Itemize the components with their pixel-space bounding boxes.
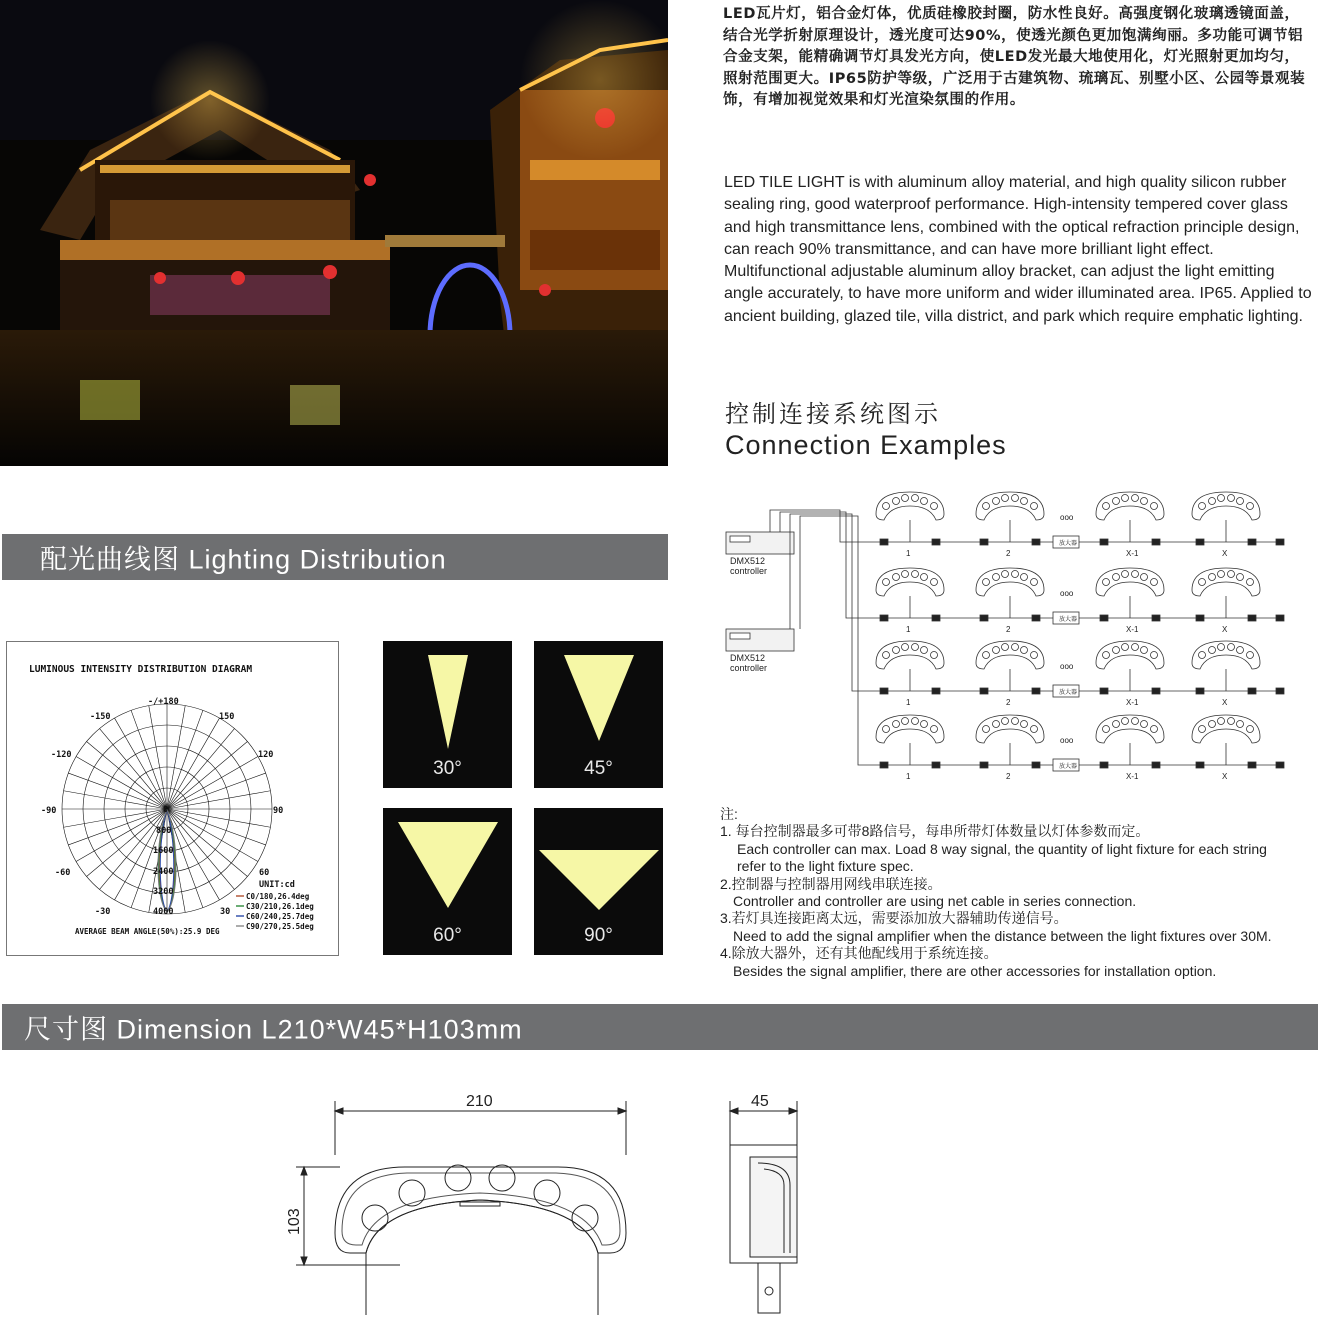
connector — [880, 762, 888, 768]
fixture-led — [1209, 498, 1216, 505]
fixture-led — [931, 503, 938, 510]
fixture-led — [1002, 571, 1009, 578]
fixture-led — [1237, 498, 1244, 505]
angle-label: -90 — [41, 806, 57, 816]
controller-display — [730, 536, 750, 542]
fixture-number-label: 2 — [1006, 549, 1011, 558]
fixture-led — [902, 495, 909, 502]
fixture-led — [931, 579, 938, 586]
fixture-led — [1247, 579, 1254, 586]
legend-entry: C90/270,25.5deg — [246, 922, 314, 931]
fixture-led — [1199, 579, 1206, 586]
connection-diagram — [720, 484, 1316, 794]
fixture-led — [983, 503, 990, 510]
fixture-led — [993, 647, 1000, 654]
fixture-led — [1237, 574, 1244, 581]
fixture-led — [1209, 721, 1216, 728]
fixture-led — [1247, 652, 1254, 659]
lighting-distribution-header — [2, 534, 668, 580]
fixture-led — [1237, 721, 1244, 728]
connector — [1248, 688, 1256, 694]
fixture-led — [1122, 644, 1129, 651]
amplifier-label: 放大器 — [1059, 764, 1078, 770]
fixture-led — [931, 652, 938, 659]
ellipsis-label: ooo — [1060, 589, 1074, 598]
note-line: refer to the light fixture spec. — [737, 858, 914, 875]
fixture-number-label: X-1 — [1126, 698, 1139, 707]
controller-label: DMX512 — [730, 653, 766, 663]
fixture-led — [1012, 495, 1019, 502]
connector — [1032, 539, 1040, 545]
fixture-led — [1218, 495, 1225, 502]
radial-label: 1600 — [153, 846, 174, 856]
fixture-led — [912, 571, 919, 578]
fixture-led — [883, 726, 890, 733]
fixture-number-label: 1 — [906, 625, 911, 634]
dimension-height-label: 103 — [286, 1208, 303, 1235]
connector — [1152, 615, 1160, 621]
dimension-drawing — [280, 1085, 820, 1320]
notes-block — [720, 806, 1320, 980]
connector — [980, 688, 988, 694]
fixture-led — [1103, 726, 1110, 733]
controller-label: DMX512 — [730, 556, 766, 566]
connector-end — [1276, 762, 1284, 768]
fixture-led — [893, 498, 900, 505]
connector — [1032, 688, 1040, 694]
angle-label: 150 — [219, 712, 235, 722]
radial-label: 800 — [156, 826, 172, 836]
connector-end — [1276, 688, 1284, 694]
fixture-number-label: 1 — [906, 549, 911, 558]
fixture-led — [1113, 721, 1120, 728]
fixture-led — [1021, 647, 1028, 654]
fixture-led — [1012, 571, 1019, 578]
angle-label: -150 — [90, 712, 111, 722]
fixture-number-label: 2 — [1006, 772, 1011, 781]
amplifier-label: 放大器 — [1059, 690, 1078, 696]
note-line: Each controller can max. Load 8 way signal, the quantity of light fixture for each string — [737, 840, 1267, 857]
angle-label: -60 — [55, 868, 71, 878]
amplifier-label: 放大器 — [1059, 617, 1078, 623]
fixture-led — [1031, 579, 1038, 586]
connector — [1100, 762, 1108, 768]
fixture-number-label: X-1 — [1126, 625, 1139, 634]
radial-label: 4000 — [153, 907, 174, 917]
fixture-led — [1103, 579, 1110, 586]
ellipsis-label: ooo — [1060, 736, 1074, 745]
notes-heading: 注: — [720, 806, 738, 822]
fixture-led — [1021, 574, 1028, 581]
fixture-led — [883, 579, 890, 586]
note-line: Need to add the signal amplifier when the distance between the light fixtures over 30M. — [733, 927, 1272, 944]
fixture-led — [1122, 495, 1129, 502]
beam-angle-label: 45° — [584, 758, 613, 779]
fixture-led — [902, 571, 909, 578]
fixture-led — [1228, 718, 1235, 725]
connector — [1032, 615, 1040, 621]
fixture-led — [1132, 644, 1139, 651]
connector-end — [1276, 539, 1284, 545]
fixture-led — [1141, 498, 1148, 505]
controller-display — [730, 633, 750, 639]
connector — [1196, 539, 1204, 545]
beam-tile-90 — [534, 808, 663, 955]
connector — [1196, 615, 1204, 621]
fixture-led — [1199, 652, 1206, 659]
angle-label: -120 — [51, 750, 72, 760]
fixture-led — [1199, 726, 1206, 733]
fixture-led — [1237, 647, 1244, 654]
connector — [1152, 539, 1160, 545]
fixture-led — [1141, 647, 1148, 654]
fixture-led — [1031, 652, 1038, 659]
fixture-led — [1132, 571, 1139, 578]
signal-wire — [780, 512, 870, 618]
angle-label: 0 — [163, 805, 169, 815]
beam-tile-60 — [383, 808, 512, 955]
connector — [932, 688, 940, 694]
fixture-led — [921, 498, 928, 505]
fixture-led — [1218, 571, 1225, 578]
connector — [1196, 688, 1204, 694]
beam-angle-label: 30° — [433, 758, 462, 779]
legend-entry: C30/210,26.1deg — [246, 902, 314, 911]
fixture-led — [1012, 644, 1019, 651]
connector — [932, 539, 940, 545]
fixture-led — [1247, 726, 1254, 733]
fixture-led — [893, 721, 900, 728]
dmx-controller — [726, 629, 794, 651]
note-line: 2.控制器与控制器用网线串联连接。 — [720, 875, 942, 892]
fixture-led — [883, 503, 890, 510]
connector — [880, 539, 888, 545]
fixture-number-label: X-1 — [1126, 549, 1139, 558]
fixture-led — [1228, 644, 1235, 651]
fixture-led — [1151, 726, 1158, 733]
connector — [1100, 615, 1108, 621]
connector — [1152, 762, 1160, 768]
fixture-led — [1122, 718, 1129, 725]
dmx-controller — [726, 532, 794, 554]
fixture-led — [921, 574, 928, 581]
fixture-led — [912, 495, 919, 502]
fixture-led — [912, 718, 919, 725]
fixture-number-label: X — [1222, 772, 1228, 781]
ellipsis-label: ooo — [1060, 513, 1074, 522]
dimension-length-label: 210 — [466, 1093, 493, 1110]
connector — [1248, 762, 1256, 768]
fixture-led — [893, 647, 900, 654]
connector — [1248, 615, 1256, 621]
fixture-number-label: 2 — [1006, 698, 1011, 707]
product-application-photo — [0, 0, 668, 466]
fixture-led — [1132, 718, 1139, 725]
radial-label: 3200 — [153, 887, 174, 897]
angle-label: 30 — [220, 907, 231, 917]
fixture-led — [1113, 574, 1120, 581]
controller-label: controller — [730, 566, 768, 576]
fixture-led — [1122, 571, 1129, 578]
fixture-led — [921, 721, 928, 728]
beam-tile-45 — [534, 641, 663, 788]
unit-label: UNIT:cd — [259, 880, 295, 890]
fixture-led — [1002, 495, 1009, 502]
fixture-led — [1209, 574, 1216, 581]
dimension-width-label: 45 — [751, 1093, 769, 1110]
lighting-section-title: 配光曲线图 Lighting Distribution — [40, 544, 447, 575]
beam-angle-label: 90° — [584, 925, 613, 946]
fixture-led — [1141, 574, 1148, 581]
diagram-title: LUMINOUS INTENSITY DISTRIBUTION DIAGRAM — [29, 664, 253, 675]
fixture-number-label: 1 — [906, 698, 911, 707]
fixture-led — [983, 652, 990, 659]
fixture-led — [1113, 647, 1120, 654]
fixture-led — [993, 721, 1000, 728]
beam-angle-label: 60° — [433, 925, 462, 946]
note-line: 3.若灯具连接距离太远，需要添加放大器辅助传递信号。 — [720, 910, 1068, 927]
fixture-led — [1151, 652, 1158, 659]
fixture-led — [1228, 495, 1235, 502]
fixture-led — [1151, 579, 1158, 586]
angle-label: -/+180 — [148, 697, 179, 707]
fixture-led — [1021, 721, 1028, 728]
beam-tile-30 — [383, 641, 512, 788]
fixture-led — [1002, 644, 1009, 651]
fixture-led — [1247, 503, 1254, 510]
fixture-led — [993, 574, 1000, 581]
note-line: 1. 每台控制器最多可带8路信号，每串所带灯体数量以灯体参数而定。 — [720, 823, 1150, 840]
connector-end — [1276, 615, 1284, 621]
fixture-led — [1218, 644, 1225, 651]
fixture-led — [1199, 503, 1206, 510]
fixture-led — [1141, 721, 1148, 728]
note-line: Controller and controller are using net cable in series connection. — [733, 893, 1137, 910]
luminous-intensity-diagram — [6, 641, 339, 956]
fixture-led — [1031, 726, 1038, 733]
connector — [1152, 688, 1160, 694]
average-beam-angle: AVERAGE BEAM ANGLE(50%):25.9 DEG — [75, 927, 220, 936]
fixture-led — [1151, 503, 1158, 510]
fixture-number-label: X-1 — [1126, 772, 1139, 781]
connection-title-cn: 控制连接系统图示 — [725, 400, 941, 428]
connector — [932, 615, 940, 621]
connector — [980, 539, 988, 545]
fixture-number-label: X — [1222, 549, 1228, 558]
fixture-led — [1021, 498, 1028, 505]
fixture-led — [883, 652, 890, 659]
angle-label: -30 — [95, 907, 111, 917]
fixture-led — [1209, 647, 1216, 654]
fixture-led — [902, 718, 909, 725]
connection-title-en: Connection Examples — [725, 430, 1007, 460]
amplifier-label: 放大器 — [1059, 541, 1078, 547]
fixture-led — [893, 574, 900, 581]
fixture-led — [993, 498, 1000, 505]
fixture-number-label: 1 — [906, 772, 911, 781]
connector — [980, 762, 988, 768]
fixture-led — [1132, 495, 1139, 502]
fixture-led — [1031, 503, 1038, 510]
fixture-led — [912, 644, 919, 651]
signal-wire — [800, 516, 870, 765]
connector — [1100, 688, 1108, 694]
fixture-led — [902, 644, 909, 651]
legend-entry: C60/240,25.7deg — [246, 912, 314, 921]
connector — [1100, 539, 1108, 545]
fixture-led — [1012, 718, 1019, 725]
fixture-led — [931, 726, 938, 733]
intro-english-paragraph: LED TILE LIGHT is with aluminum alloy material, and high quality silicon rubber sealing ring, good waterproof performance. High-intensity tempered cover glass and high transmittance lens, combined with the optical refraction principle design, can reach 90% transmittance, and can have more brilliant light effect. Multifunctional adjustable aluminum alloy bracket, can adjust the light emitting angle accurately, to have more uniform and wider illuminated area. IP65. Applied to ancient building, glazed tile, villa district, and park which require emphatic lighting. — [724, 174, 1312, 325]
fixture-led — [1218, 718, 1225, 725]
fixture-number-label: X — [1222, 625, 1228, 634]
angle-label: 60 — [259, 868, 270, 878]
legend-entry: C0/180,26.4deg — [246, 892, 310, 901]
dimension-section-title: 尺寸图 Dimension L210*W45*H103mm — [24, 1014, 523, 1045]
intro-chinese-paragraph: LED瓦片灯，铝合金灯体，优质硅橡胶封圈，防水性良好。高强度钢化玻璃透镜面盖，结合光学折射原理设计，透光度可达90%，使透光颜色更加饱满绚丽。多功能可调节铝合金支架，能精确调节灯具发光方向，使LED发光最大地使用化，灯光照射更加均匀，照射范围更大。IP65防护等级，广泛用于古建筑物、琉璃瓦、别墅小区、公园等景观装饰，有增加视觉效果和灯光渲染氛围的作用。 — [723, 6, 1306, 108]
fixture-led — [983, 726, 990, 733]
radial-label: 2400 — [153, 867, 174, 877]
note-line: 4.除放大器外，还有其他配线用于系统连接。 — [720, 945, 998, 962]
fixture-led — [921, 647, 928, 654]
fixture-led — [1002, 718, 1009, 725]
ellipsis-label: ooo — [1060, 662, 1074, 671]
connector — [1032, 762, 1040, 768]
note-line: Besides the signal amplifier, there are other accessories for installation option. — [733, 962, 1217, 979]
angle-label: 90 — [273, 806, 284, 816]
connector — [980, 615, 988, 621]
connector — [1248, 539, 1256, 545]
fixture-led — [983, 579, 990, 586]
fixture-number-label: 2 — [1006, 625, 1011, 634]
fixture-led — [1113, 498, 1120, 505]
connector — [932, 762, 940, 768]
fixture-led — [1103, 652, 1110, 659]
fixture-led — [1103, 503, 1110, 510]
connector — [880, 688, 888, 694]
fixture-number-label: X — [1222, 698, 1228, 707]
angle-label: 120 — [258, 750, 274, 760]
controller-label: controller — [730, 663, 768, 673]
connector — [880, 615, 888, 621]
connector — [1196, 762, 1204, 768]
dimension-header — [2, 1004, 1318, 1050]
fixture-led — [1228, 571, 1235, 578]
